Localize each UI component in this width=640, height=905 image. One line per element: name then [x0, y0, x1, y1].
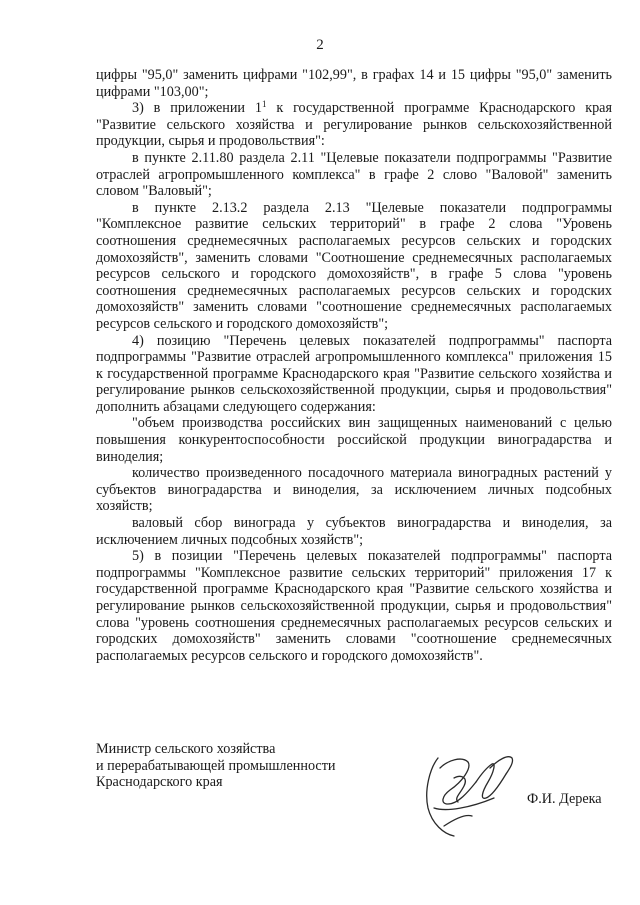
- paragraph-quote-grape-harvest: валовый сбор винограда у субъектов виноградарства и виноделия, за исключением личных подсобных хозяйств";: [96, 515, 612, 548]
- paragraph-quote-wine-production: "объем производства российских вин защищенных наименований с целью повышения конкурентоспособности российской продукции виноградарства и виноделия;: [96, 415, 612, 465]
- signatory-title: [96, 741, 336, 791]
- signatory-name: Ф.И. Дерека: [527, 791, 602, 807]
- page-number: 2: [316, 37, 324, 53]
- document-body: [96, 67, 612, 664]
- signatory-title-line-1: Министр сельского хозяйства: [96, 741, 276, 757]
- paragraph-item-4: 4) позицию "Перечень целевых показателей подпрограммы" паспорта подпрограммы "Развитие отраслей агропромышленного комплекса" приложения 15 к государственной программе Краснодарского края "Развитие сельского хозяйства и регулирование рынков сельскохозяйственной продукции, сырья и продовольствия" дополнить абзацами следующего содержания:: [96, 332, 612, 415]
- paragraph-item-3: [96, 100, 612, 150]
- superscript-annex-number: 1: [261, 99, 267, 110]
- paragraph-item-3-rest: к государственной программе Краснодарского края "Развитие сельского хозяйства и регулирование рынков сельскохозяйственной продукции, сырья и продовольствия":: [96, 100, 612, 150]
- paragraph-item-3-point-2-13-2: в пункте 2.13.2 раздела 2.13 "Целевые показатели подпрограммы "Комплексное развитие сельских территорий" в графе 2 слова "Уровень соотношения среднемесячных располагаемых ресурсов сельских и городских домохозяйств", заменить словами "Соотношение среднемесячных располагаемых ресурсов сельского и городского домохозяйств", в графе 5 слова "уровень соотношения среднемесячных располагаемых ресурсов сельских и городских домохозяйств" заменить словами "соотношение среднемесячных располагаемых ресурсов сельского и городского домохозяйств";: [96, 199, 612, 332]
- signatory-title-line-2: и перерабатывающей промышленности: [96, 757, 336, 774]
- handwritten-signature: [410, 738, 520, 848]
- paragraph-item-3-point-2-11-80: в пункте 2.11.80 раздела 2.11 "Целевые показатели подпрограммы "Развитие отраслей агропромышленного комплекса" в графе 2 слово "Валовой" заменить словом "Валовый";: [96, 149, 612, 200]
- signatory-title-line-3: Краснодарского края: [96, 774, 223, 791]
- paragraph-quote-planting-material: количество произведенного посадочного материала виноградных растений у субъектов виноградарства и виноделия, за исключением личных подсобных хозяйств;: [96, 465, 612, 515]
- paragraph-item-5: 5) в позиции "Перечень целевых показателей подпрограммы" паспорта подпрограммы "Комплексное развитие сельских территорий" приложения 17 к государственной программе Краснодарского края "Развитие сельского хозяйства и регулирование рынков сельскохозяйственной продукции, сырья и продовольствия" слова "уровень соотношения среднемесячных располагаемых ресурсов сельских и городских домохозяйств" заменить словами "соотношение среднемесячных располагаемых ресурсов сельского и городского домохозяйств".: [96, 548, 612, 664]
- paragraph-continuation: цифры "95,0" заменить цифрами "102,99", в графах 14 и 15 цифры "95,0" заменить цифрами "103,00";: [96, 67, 612, 100]
- paragraph-item-3-start: 3) в приложении 1: [132, 100, 262, 117]
